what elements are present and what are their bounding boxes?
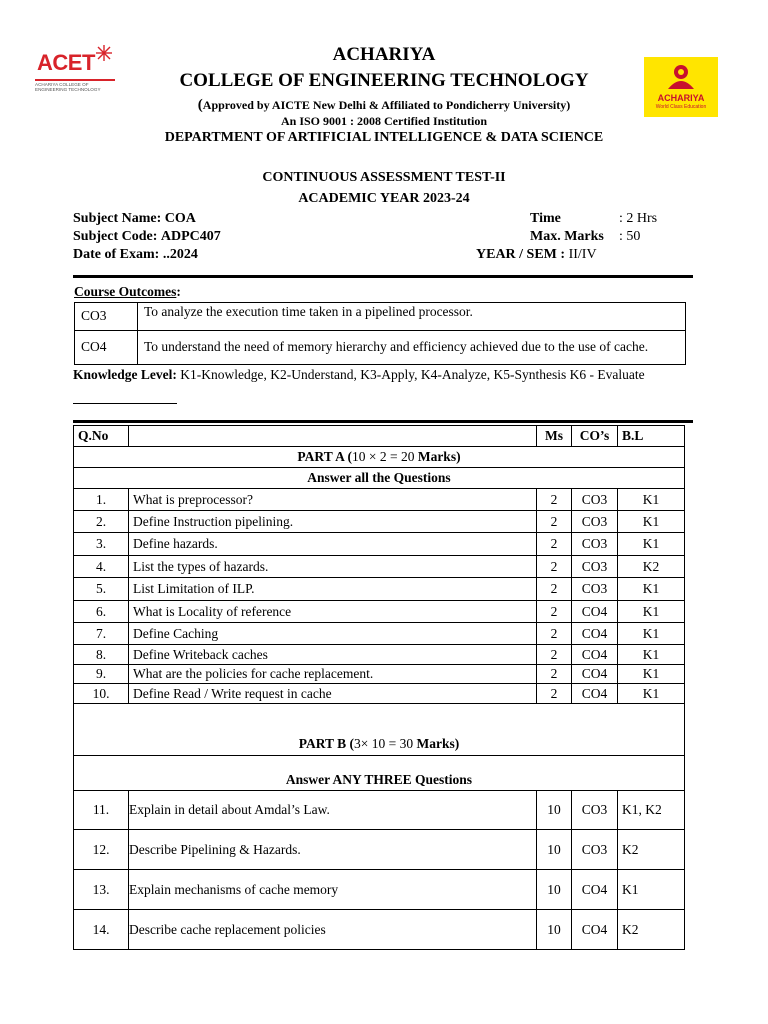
bl: K1 xyxy=(618,623,685,645)
qno: 3. xyxy=(74,533,129,556)
subject-name-value: COA xyxy=(164,211,196,226)
co: CO4 xyxy=(572,645,618,665)
knowledge-level-text: K1-Knowledge, K2-Understand, K3-Apply, K4-Analyze, K5-Synthesis K6 - Evaluate xyxy=(180,367,645,382)
question: Describe cache replacement policies xyxy=(129,910,537,950)
marks: 10 xyxy=(537,791,572,830)
part-a-instruction-row xyxy=(74,468,685,489)
part-b-row xyxy=(74,704,685,756)
divider-bottom xyxy=(73,420,693,423)
question: Explain mechanisms of cache memory xyxy=(129,870,537,910)
bl: K1 xyxy=(618,533,685,556)
course-outcomes-table xyxy=(74,302,686,365)
question: Define Caching xyxy=(129,623,537,645)
table-row xyxy=(74,601,685,623)
course-outcomes-label: Course Outcomes xyxy=(74,284,177,299)
table-row xyxy=(74,556,685,578)
academic-year: ACADEMIC YEAR 2023-24 xyxy=(298,191,470,206)
subject-code-value: ADPC407 xyxy=(160,229,221,244)
qno: 13. xyxy=(74,870,129,910)
qno: 6. xyxy=(74,601,129,623)
part-b-instruction-row xyxy=(74,756,685,791)
question: List the types of hazards. xyxy=(129,556,537,578)
question: What is preprocessor? xyxy=(129,489,537,511)
question: Define hazards. xyxy=(129,533,537,556)
part-b-heading xyxy=(74,704,685,756)
part-b-prefix: PART B ( xyxy=(298,736,355,752)
question: Describe Pipelining & Hazards. xyxy=(129,830,537,870)
subject-name-label: Subject Name: xyxy=(73,211,162,226)
approval-line xyxy=(0,97,768,114)
table-row xyxy=(74,910,685,950)
table-row xyxy=(74,578,685,601)
co-code: CO3 xyxy=(75,303,138,331)
divider-top xyxy=(73,275,693,278)
qno: 8. xyxy=(74,645,129,665)
achariya-logo-subtext: World Class Education xyxy=(655,104,707,110)
question: Define Read / Write request in cache xyxy=(129,684,537,704)
year-sem xyxy=(476,247,597,263)
subject-code-label: Subject Code: xyxy=(73,229,158,244)
table-row xyxy=(74,645,685,665)
qno: 11. xyxy=(74,791,129,830)
max-marks-value: : 50 xyxy=(619,229,641,244)
marks: 2 xyxy=(537,684,572,704)
exam-date-value: ..2024 xyxy=(162,247,198,262)
qno: 9. xyxy=(74,665,129,684)
question: What is Locality of reference xyxy=(129,601,537,623)
co-row xyxy=(75,331,686,365)
header-qno: Q.No xyxy=(74,426,129,447)
co: CO3 xyxy=(572,489,618,511)
table-row xyxy=(74,623,685,645)
qno: 4. xyxy=(74,556,129,578)
iso-line: An ISO 9001 : 2008 Certified Institution xyxy=(280,114,487,128)
part-a-marks: 10 × 2 = 20 xyxy=(351,449,415,465)
part-a-prefix: PART A ( xyxy=(297,449,352,465)
co: CO3 xyxy=(572,830,618,870)
co: CO3 xyxy=(572,511,618,533)
qno: 7. xyxy=(74,623,129,645)
bl: K2 xyxy=(618,910,685,950)
co-text: To understand the need of memory hierarchy and efficiency achieved due to the use of cache. xyxy=(138,331,686,365)
bl: K1 xyxy=(618,684,685,704)
co: CO4 xyxy=(572,870,618,910)
marks: 2 xyxy=(537,533,572,556)
marks: 2 xyxy=(537,511,572,533)
question: Define Instruction pipelining. xyxy=(129,511,537,533)
co-row xyxy=(75,303,686,331)
college-name-line1: ACHARIYA xyxy=(332,44,436,65)
header-cos: CO’s xyxy=(572,426,618,447)
bl: K1 xyxy=(618,870,685,910)
marks: 2 xyxy=(537,556,572,578)
co-text: To analyze the execution time taken in a pipelined processor. xyxy=(138,303,686,331)
qno: 2. xyxy=(74,511,129,533)
marks: 2 xyxy=(537,645,572,665)
table-header-row xyxy=(74,426,685,447)
exam-date xyxy=(73,247,198,263)
subject-name xyxy=(73,211,196,227)
table-row xyxy=(74,830,685,870)
approval-paren: ( xyxy=(197,97,203,113)
qno: 5. xyxy=(74,578,129,601)
co: CO4 xyxy=(572,910,618,950)
bl: K1, K2 xyxy=(618,791,685,830)
max-marks-label: Max. Marks xyxy=(530,229,604,244)
marks: 2 xyxy=(537,489,572,511)
time-label: Time xyxy=(530,211,561,226)
test-title: CONTINUOUS ASSESSMENT TEST-II xyxy=(262,170,506,185)
table-row xyxy=(74,511,685,533)
approval-text: Approved by AICTE New Delhi & Affiliated to Pondicherry University) xyxy=(202,98,571,112)
marks: 2 xyxy=(537,601,572,623)
qno: 10. xyxy=(74,684,129,704)
marks: 2 xyxy=(537,665,572,684)
bl: K1 xyxy=(618,665,685,684)
table-row xyxy=(74,533,685,556)
co: CO4 xyxy=(572,601,618,623)
co: CO3 xyxy=(572,578,618,601)
year-sem-value: II/IV xyxy=(568,247,597,262)
knowledge-level xyxy=(73,367,695,384)
achariya-logo-text: ACHARIYA xyxy=(657,93,705,103)
co-code: CO4 xyxy=(75,331,138,365)
question: What are the policies for cache replacement. xyxy=(129,665,537,684)
bl: K1 xyxy=(618,489,685,511)
question: Explain in detail about Amdal’s Law. xyxy=(129,791,537,830)
time-value: : 2 Hrs xyxy=(619,211,658,226)
header-bl: B.L xyxy=(618,426,685,447)
table-row xyxy=(74,870,685,910)
part-a-instruction: Answer all the Questions xyxy=(74,468,685,489)
part-a-heading xyxy=(74,447,685,468)
qno: 1. xyxy=(74,489,129,511)
knowledge-underline xyxy=(73,403,177,404)
bl: K1 xyxy=(618,578,685,601)
bl: K2 xyxy=(618,556,685,578)
co: CO3 xyxy=(572,533,618,556)
marks: 2 xyxy=(537,578,572,601)
course-outcomes-colon: : xyxy=(176,284,181,299)
exam-date-label: Date of Exam: xyxy=(73,247,160,262)
marks: 2 xyxy=(537,623,572,645)
part-a-row xyxy=(74,447,685,468)
table-row xyxy=(74,665,685,684)
table-row xyxy=(74,791,685,830)
qno: 14. xyxy=(74,910,129,950)
co: CO4 xyxy=(572,665,618,684)
college-name-line2: COLLEGE OF ENGINEERING TECHNOLOGY xyxy=(179,70,589,91)
course-outcomes-title xyxy=(74,284,181,300)
co: CO3 xyxy=(572,791,618,830)
bl: K1 xyxy=(618,601,685,623)
marks: 10 xyxy=(537,830,572,870)
subject-code xyxy=(73,229,221,245)
bl: K2 xyxy=(618,830,685,870)
part-b-marks: 3× 10 = 30 xyxy=(354,736,414,752)
year-sem-label: YEAR / SEM : xyxy=(476,247,566,262)
part-b-instruction: Answer ANY THREE Questions xyxy=(74,756,685,791)
marks: 10 xyxy=(537,910,572,950)
qno: 12. xyxy=(74,830,129,870)
knowledge-level-label: Knowledge Level: xyxy=(73,367,177,382)
acet-logo-text: ACET xyxy=(37,50,95,75)
question: Define Writeback caches xyxy=(129,645,537,665)
co: CO3 xyxy=(572,556,618,578)
department-title: DEPARTMENT OF ARTIFICIAL INTELLIGENCE & DATA SCIENCE xyxy=(164,130,604,145)
co: CO4 xyxy=(572,684,618,704)
question: List Limitation of ILP. xyxy=(129,578,537,601)
table-row xyxy=(74,684,685,704)
header-ms: Ms xyxy=(537,426,572,447)
questions-table xyxy=(73,425,685,950)
part-b-suffix: Marks) xyxy=(416,736,460,752)
marks: 10 xyxy=(537,870,572,910)
table-row xyxy=(74,489,685,511)
bl: K1 xyxy=(618,645,685,665)
acet-logo-subtext: ACHARIYA COLLEGE OF ENGINEERING TECHNOLOGY xyxy=(35,82,101,92)
co: CO4 xyxy=(572,623,618,645)
part-a-suffix: Marks) xyxy=(417,449,461,465)
bl: K1 xyxy=(618,511,685,533)
